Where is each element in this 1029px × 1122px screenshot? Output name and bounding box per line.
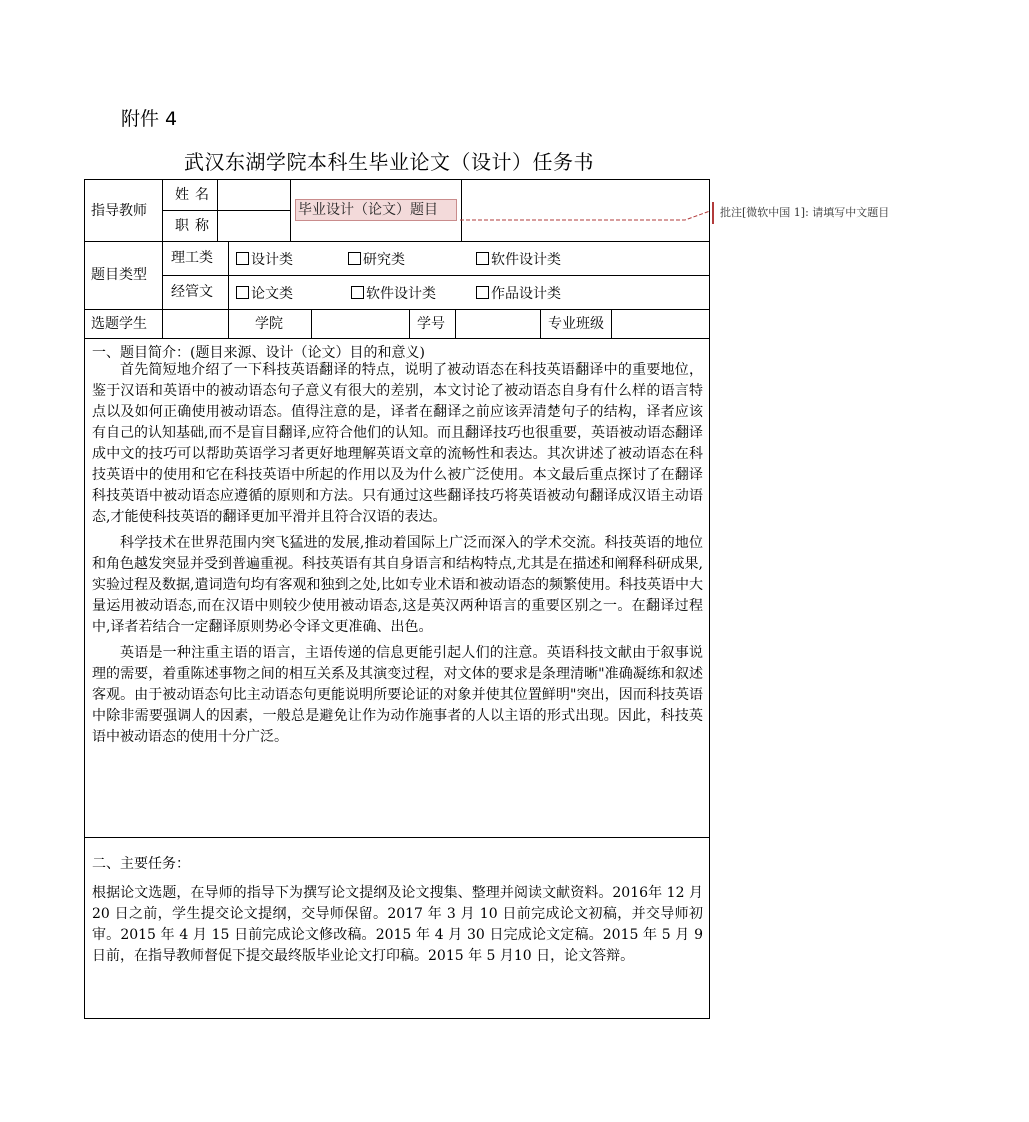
- student-id-field[interactable]: [457, 310, 539, 337]
- section2-heading: 二、主要任务：: [92, 856, 190, 872]
- paragraph: 根据论文选题，在导师的指导下为撰写论文提纲及论文搜集、整理并阅读文献资料。2016年 12 月 20 日之前，学生提交论文提纲，交导师保留。2017 年 3 月 10 日前完成论文初稿，并交导师初审。2015 年 4 月 15 日前完成论文修改稿。2015 年 4 月 30 日完成论文定稿。2015 年 5 月 9 日前，在指导教师督促下提交最终版毕业论文打印稿。2015 年 5 月10 日，论文答辩。: [92, 885, 703, 964]
- checkbox-icon[interactable]: [351, 286, 364, 299]
- divider: [85, 241, 709, 242]
- divider: [162, 180, 163, 241]
- name-label: 姓名: [175, 187, 215, 203]
- task-form: [84, 179, 710, 1019]
- divider: [228, 241, 229, 309]
- advisor-rank-field[interactable]: [219, 212, 289, 240]
- divider: [162, 241, 163, 309]
- checkbox-icon[interactable]: [476, 286, 489, 299]
- paragraph: 英语是一种注重主语的语言，主语传递的信息更能引起人们的注意。英语科技文献由于叙事说理的需要，着重陈述事物之间的相互关系及其演变过程，对文体的要求是条理清晰"准确凝练和叙述客观。由于被动语态句比主动语态句更能说明所要论证的对象并使其位置鲜明"突出，因而科技英语中除非需要强调人的因素，一般总是避免让作为动作施事者的人以主语的形式出现。因此，科技英语中被动语态的使用十分广泛。: [92, 645, 703, 745]
- option-research[interactable]: 研究类: [348, 249, 405, 269]
- college-field[interactable]: [313, 310, 408, 337]
- student-name-field[interactable]: [163, 310, 227, 337]
- divider: [85, 837, 709, 838]
- divider: [540, 309, 541, 338]
- divider: [162, 275, 709, 276]
- humanities-label: 经管文: [171, 284, 213, 300]
- checkbox-icon[interactable]: [348, 252, 361, 265]
- review-comment[interactable]: 批注[微软中国 1]: 请填写中文题目: [712, 202, 889, 224]
- student-id-label: 学号: [417, 316, 445, 332]
- comment-connector: [460, 200, 715, 226]
- rank-label: 职称: [175, 218, 215, 234]
- paragraph: 科学技术在世界范围内突飞猛进的发展,推动着国际上广泛而深入的学术交流。科技英语的地位和角色越发突显并受到普遍重视。科技英语有其自身语言和结构特点,尤其是在描述和阐释科研成果,实验过程及数据,遣词造句均有客观和独到之处,比如专业术语和被动语态的频繁使用。科技英语中大量运用被动语态,而在汉语中则较少使用被动语态,这是英汉两种语言的重要区别之一。在翻译过程中,译者若结合一定翻译原则势必令译文更准确、出色。: [92, 535, 703, 635]
- topic-label: 毕业设计（论文）题目: [295, 199, 457, 221]
- option-work-design[interactable]: 作品设计类: [476, 283, 561, 303]
- divider: [217, 180, 218, 241]
- section1-body: [92, 360, 703, 748]
- engineering-label: 理工类: [171, 250, 213, 266]
- option-thesis[interactable]: 论文类: [236, 283, 293, 303]
- student-label: 选题学生: [91, 316, 147, 332]
- topic-type-label: 题目类型: [91, 267, 147, 283]
- divider: [611, 309, 612, 338]
- divider: [409, 309, 410, 338]
- document-title: 武汉东湖学院本科生毕业论文（设计）任务书: [184, 150, 594, 174]
- checkbox-icon[interactable]: [236, 286, 249, 299]
- attachment-label: 附件 4: [121, 108, 178, 130]
- divider: [455, 309, 456, 338]
- divider: [228, 309, 229, 338]
- major-class-field[interactable]: [613, 310, 708, 337]
- divider: [162, 210, 290, 211]
- section1-heading: 一、题目简介：(题目来源、设计（论文）目的和意义): [92, 345, 425, 361]
- paragraph: 首先简短地介绍了一下科技英语翻译的特点，说明了被动语态在科技英语翻译中的重要地位，鉴于汉语和英语中的被动语态句子意义有很大的差别，本文讨论了被动语态自身有什么样的语言特点以及如何正确使用被动语态。值得注意的是，译者在翻译之前应该弄清楚句子的结构，译者应该有自己的认知基础,而不是盲目翻译,应符合他们的认知。而且翻译技巧也很重要，英语被动语态翻译成中文的技巧可以帮助英语学习者更好地理解英语文章的流畅性和表达。其次讲述了被动语态在科技英语中的使用和它在科技英语中所起的作用以及为什么被广泛使用。本文最后重点探讨了在翻译科技英语中被动语态应遵循的原则和方法。只有通过这些翻译技巧将英语被动句翻译成汉语主动语态,才能使科技英语的翻译更加平滑并且符合汉语的表达。: [92, 362, 703, 525]
- divider: [85, 338, 709, 339]
- advisor-label: 指导教师: [91, 203, 147, 219]
- section2-body: [92, 883, 703, 967]
- checkbox-icon[interactable]: [476, 252, 489, 265]
- checkbox-icon[interactable]: [236, 252, 249, 265]
- major-class-label: 专业班级: [548, 316, 604, 332]
- option-design[interactable]: 设计类: [236, 249, 293, 269]
- option-software-design-2[interactable]: 软件设计类: [351, 283, 436, 303]
- advisor-name-field[interactable]: [219, 182, 289, 209]
- option-software-design[interactable]: 软件设计类: [476, 249, 561, 269]
- divider: [311, 309, 312, 338]
- college-label: 学院: [255, 316, 283, 332]
- divider: [290, 180, 291, 241]
